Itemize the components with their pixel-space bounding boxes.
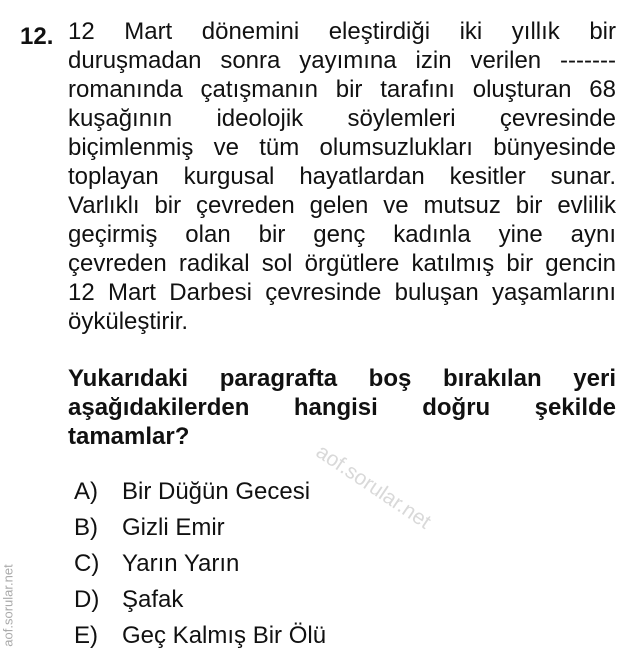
prompt-line: aşağıdakilerden hangisi doğru şekilde — [68, 394, 616, 421]
option-text: Bir Düğün Gecesi — [122, 478, 311, 505]
option-letter: A) — [74, 478, 98, 505]
stem-line: kuşağının ideolojik söylemleri çevresinde — [68, 105, 616, 132]
question-stem — [68, 17, 616, 336]
stem-line: duruşmadan sonra yayımına izin verilen ------- — [68, 47, 616, 74]
answer-options — [74, 474, 474, 654]
stem-line: biçimlenmiş ve tüm olumsuzlukları bünyesinde — [68, 134, 616, 161]
stem-line: öyküleştirir. — [68, 308, 189, 335]
stem-line: toplayan kurgusal hayatlardan kesitler sunar. — [68, 163, 616, 190]
option-letter: D) — [74, 586, 100, 613]
option-text: Gizli Emir — [122, 514, 225, 541]
stem-line: geçirmiş olan bir genç kadınla yine aynı — [68, 221, 616, 248]
option-letter: B) — [74, 514, 98, 541]
option-c[interactable] — [74, 546, 474, 582]
option-text: Geç Kalmış Bir Ölü — [122, 622, 327, 649]
prompt-line: Yukarıdaki paragrafta boş bırakılan yeri — [68, 365, 616, 392]
option-letter: E) — [74, 622, 98, 649]
option-b[interactable] — [74, 510, 474, 546]
watermark-side: aof.sorular.net — [0, 564, 16, 647]
question-prompt — [68, 364, 616, 451]
stem-line: romanında çatışmanın bir tarafını oluşturan 68 — [68, 76, 616, 103]
watermark-diagonal: aof.sorular.net — [311, 440, 436, 534]
stem-line: Varlıklı bir çevreden gelen ve mutsuz bir evlilik — [68, 192, 616, 219]
question-number: 12. — [20, 23, 54, 50]
stem-line: 12 Mart Darbesi çevresinde buluşan yaşamlarını — [68, 279, 616, 306]
option-text: Yarın Yarın — [122, 550, 240, 577]
stem-line: 12 Mart dönemini eleştirdiği iki yıllık bir — [68, 18, 616, 45]
prompt-line: tamamlar? — [68, 423, 190, 450]
option-d[interactable] — [74, 582, 474, 618]
option-text: Şafak — [122, 586, 184, 613]
stem-line: çevreden radikal sol örgütlere katılmış bir gencin — [68, 250, 616, 277]
option-a[interactable] — [74, 474, 474, 510]
option-letter: C) — [74, 550, 100, 577]
option-e[interactable] — [74, 618, 474, 654]
